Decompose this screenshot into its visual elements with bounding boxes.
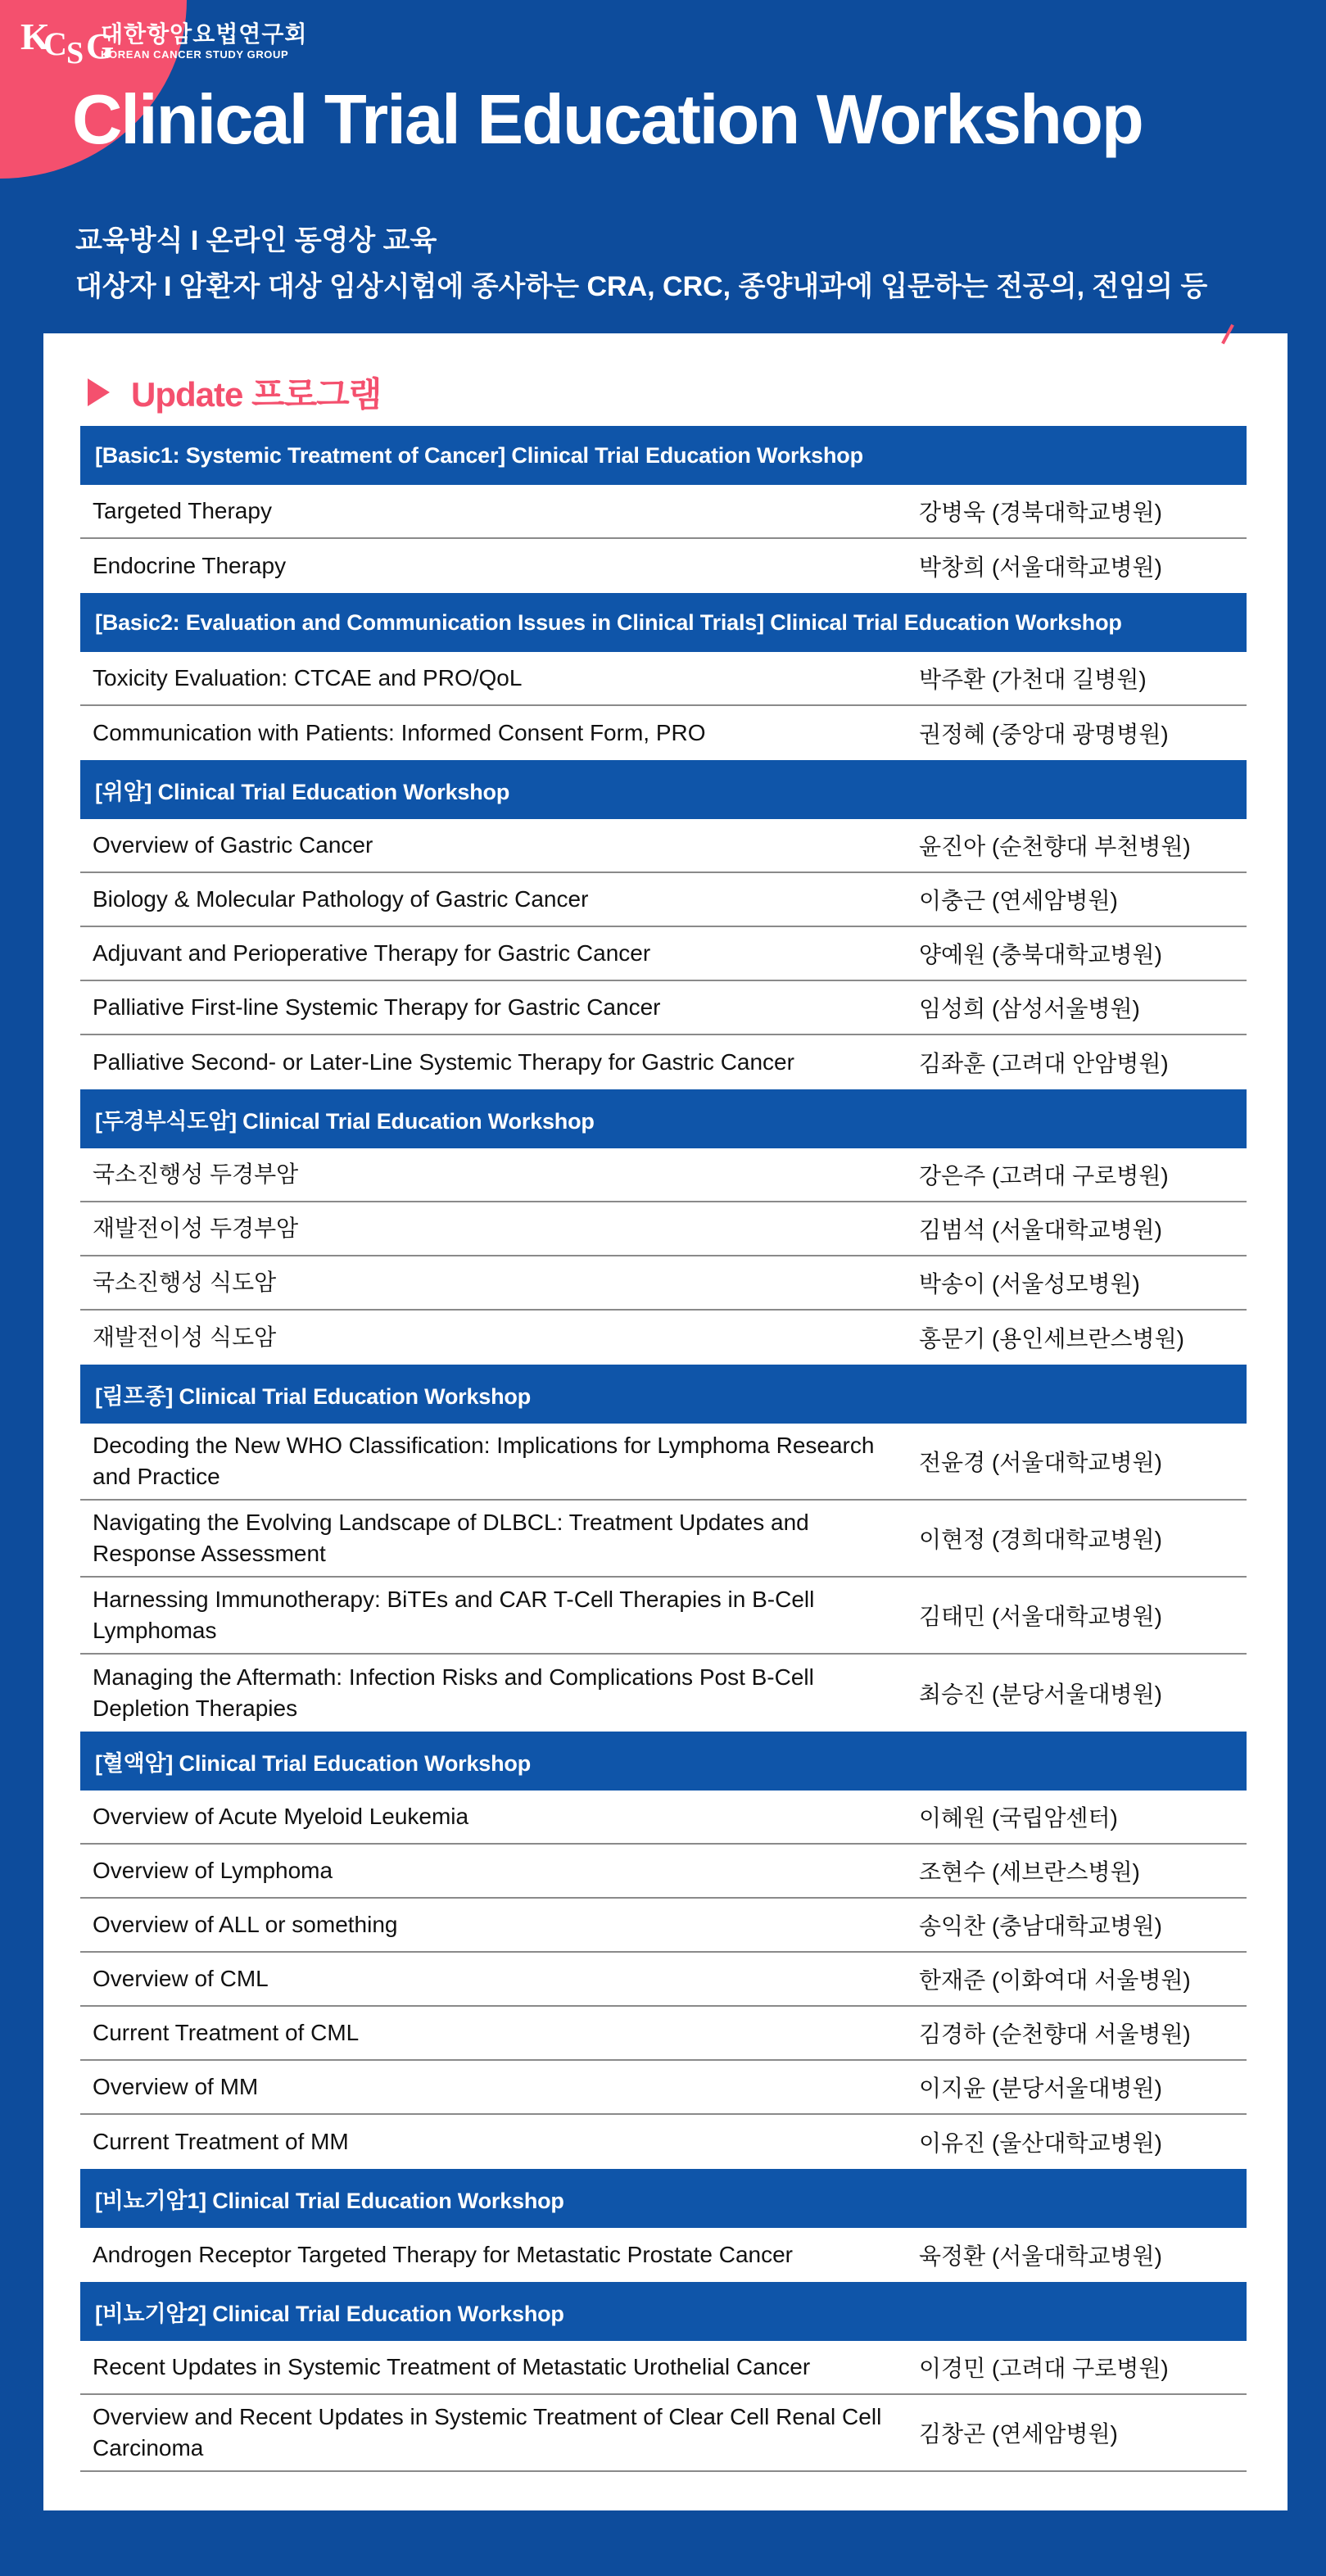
program-row: [80, 927, 1247, 981]
logo-letter-s: S: [66, 36, 84, 70]
program-row: [80, 1953, 1247, 2007]
lecture-topic: Endocrine Therapy: [93, 553, 287, 579]
program-row: [80, 1035, 1247, 1089]
program-row: [80, 1202, 1247, 1256]
speaker-name: 박창희 (서울대학교병원): [919, 555, 1162, 580]
program-row: [80, 2395, 1247, 2472]
section-header: [비뇨기암2] Clinical Trial Education Workshop: [80, 2282, 1247, 2341]
program-row: [80, 1899, 1247, 1953]
section-header: [Basic1: Systemic Treatment of Cancer] Clinical Trial Education Workshop: [80, 426, 1247, 485]
speaker-name: 윤진아 (순천향대 부천병원): [919, 834, 1191, 859]
speaker-name: 김태민 (서울대학교병원): [919, 1604, 1162, 1629]
program-heading-label: Update 프로그램: [131, 375, 382, 414]
program-card: [43, 333, 1288, 2510]
program-row: [80, 1845, 1247, 1899]
lecture-topic: Current Treatment of MM: [93, 2129, 349, 2155]
speaker-name: 김경하 (순천향대 서울병원): [919, 2021, 1191, 2047]
program-table: [80, 426, 1247, 2472]
program-row: [80, 2007, 1247, 2061]
lecture-topic: 재발전이성 식도암: [93, 1324, 277, 1351]
speaker-name: 한재준 (이화여대 서울병원): [919, 1967, 1191, 1993]
subtitle-education-method: 교육방식 I 온라인 동영상 교육: [75, 225, 437, 256]
section-header: [두경부식도암] Clinical Trial Education Workshop: [80, 1089, 1247, 1148]
program-row: [80, 652, 1247, 706]
lecture-topic: Overview of Lymphoma: [93, 1858, 333, 1884]
play-triangle-icon: [88, 378, 110, 406]
lecture-topic: 국소진행성 식도암: [93, 1270, 277, 1296]
program-row: [80, 873, 1247, 927]
section-header: [Basic2: Evaluation and Communication Issues in Clinical Trials] Clinical Trial Education Workshop: [80, 593, 1247, 652]
lecture-topic: Palliative First-line Systemic Therapy for Gastric Cancer: [93, 994, 661, 1021]
lecture-topic: Current Treatment of CML: [93, 2020, 360, 2046]
speaker-name: 임성희 (삼성서울병원): [919, 996, 1140, 1021]
program-row: [80, 539, 1247, 593]
pink-slash-mark: [1221, 324, 1234, 345]
lecture-topic: Recent Updates in Systemic Treatment of Metastatic Urothelial Cancer: [93, 2354, 811, 2380]
speaker-name: 김좌훈 (고려대 안암병원): [919, 1051, 1169, 1076]
program-row: [80, 706, 1247, 760]
program-row: [80, 1578, 1247, 1655]
speaker-name: 박송이 (서울성모병원): [919, 1271, 1140, 1297]
program-row: [80, 1655, 1247, 1732]
speaker-name: 강병욱 (경북대학교병원): [919, 500, 1162, 525]
speaker-name: 이충근 (연세암병원): [919, 888, 1118, 913]
program-row: [80, 1424, 1247, 1501]
page-title: Clinical Trial Education Workshop: [72, 81, 1143, 159]
section-header: [비뇨기암1] Clinical Trial Education Workshop: [80, 2169, 1247, 2228]
org-name-korean: 대한항암요법연구회: [101, 21, 308, 47]
program-row: [80, 1501, 1247, 1578]
section-header: [위암] Clinical Trial Education Workshop: [80, 760, 1247, 819]
subtitle-target-audience: 대상자 I 암환자 대상 임상시험에 종사하는 CRA, CRC, 종양내과에 입문하는 전공의, 전임의 등: [75, 271, 1208, 302]
lecture-topic: Androgen Receptor Targeted Therapy for Metastatic Prostate Cancer: [93, 2242, 793, 2268]
speaker-name: 김범석 (서울대학교병원): [919, 1217, 1162, 1243]
speaker-name: 이유진 (울산대학교병원): [919, 2130, 1162, 2156]
program-row: [80, 819, 1247, 873]
speaker-name: 김창곤 (연세암병원): [919, 2421, 1118, 2447]
lecture-topic: Communication with Patients: Informed Consent Form, PRO: [93, 720, 706, 746]
speaker-name: 이혜원 (국립암센터): [919, 1805, 1118, 1831]
lecture-topic: Harnessing Immunotherapy: BiTEs and CAR T-Cell Therapies in B-Cell Lymphomas: [93, 1587, 815, 1643]
lecture-topic: Overview and Recent Updates in Systemic Treatment of Clear Cell Renal Cell Carcinoma: [93, 2404, 882, 2461]
lecture-topic: Overview of Acute Myeloid Leukemia: [93, 1804, 469, 1830]
lecture-topic: 재발전이성 두경부암: [93, 1216, 299, 1242]
program-row: [80, 1791, 1247, 1845]
logo-letter-k: K: [20, 16, 50, 57]
org-name-english: KOREAN CANCER STUDY GROUP: [101, 48, 289, 61]
speaker-name: 강은주 (고려대 구로병원): [919, 1163, 1169, 1188]
lecture-topic: Navigating the Evolving Landscape of DLBCL: Treatment Updates and Response Assessment: [93, 1510, 809, 1566]
program-row: [80, 2341, 1247, 2395]
lecture-topic: Targeted Therapy: [93, 498, 272, 524]
logo-letter-g: G: [86, 26, 115, 66]
lecture-topic: Adjuvant and Perioperative Therapy for Gastric Cancer: [93, 940, 651, 967]
lecture-topic: Overview of Gastric Cancer: [93, 832, 373, 858]
speaker-name: 이지윤 (분당서울대병원): [919, 2076, 1162, 2101]
section-header: [혈액암] Clinical Trial Education Workshop: [80, 1732, 1247, 1791]
lecture-topic: Biology & Molecular Pathology of Gastric Cancer: [93, 886, 589, 912]
lecture-topic: Toxicity Evaluation: CTCAE and PRO/QoL: [93, 665, 523, 691]
program-row: [80, 2228, 1247, 2282]
speaker-name: 이현정 (경희대학교병원): [919, 1527, 1162, 1552]
section-header: [림프종] Clinical Trial Education Workshop: [80, 1365, 1247, 1424]
program-row: [80, 1256, 1247, 1311]
lecture-topic: Decoding the New WHO Classification: Implications for Lymphoma Research and Practice: [93, 1433, 875, 1489]
lecture-topic: Palliative Second- or Later-Line Systemic Therapy for Gastric Cancer: [93, 1049, 794, 1075]
speaker-name: 육정환 (서울대학교병원): [919, 2243, 1162, 2269]
org-name-block: [101, 22, 307, 61]
program-row: [80, 1148, 1247, 1202]
program-row: [80, 981, 1247, 1035]
speaker-name: 전윤경 (서울대학교병원): [919, 1450, 1162, 1475]
program-row: [80, 2061, 1247, 2115]
speaker-name: 이경민 (고려대 구로병원): [919, 2356, 1169, 2381]
logo-letter-c: C: [43, 25, 67, 62]
speaker-name: 양예원 (충북대학교병원): [919, 942, 1162, 967]
speaker-name: 박주환 (가천대 길병원): [919, 667, 1147, 692]
program-row: [80, 2115, 1247, 2169]
lecture-topic: Managing the Aftermath: Infection Risks and Complications Post B-Cell Depletion Therapies: [93, 1664, 814, 1721]
program-row: [80, 485, 1247, 539]
lecture-topic: Overview of MM: [93, 2074, 259, 2100]
speaker-name: 권정혜 (중앙대 광명병원): [919, 722, 1169, 747]
speaker-name: 조현수 (세브란스병원): [919, 1859, 1140, 1885]
speaker-name: 홍문기 (용인세브란스병원): [919, 1326, 1184, 1351]
lecture-topic: Overview of CML: [93, 1966, 269, 1992]
program-heading: [88, 368, 381, 417]
program-row: [80, 1311, 1247, 1365]
lecture-topic: Overview of ALL or something: [93, 1912, 398, 1938]
lecture-topic: 국소진행성 두경부암: [93, 1161, 299, 1188]
speaker-name: 최승진 (분당서울대병원): [919, 1682, 1162, 1707]
speaker-name: 송익찬 (충남대학교병원): [919, 1913, 1162, 1939]
